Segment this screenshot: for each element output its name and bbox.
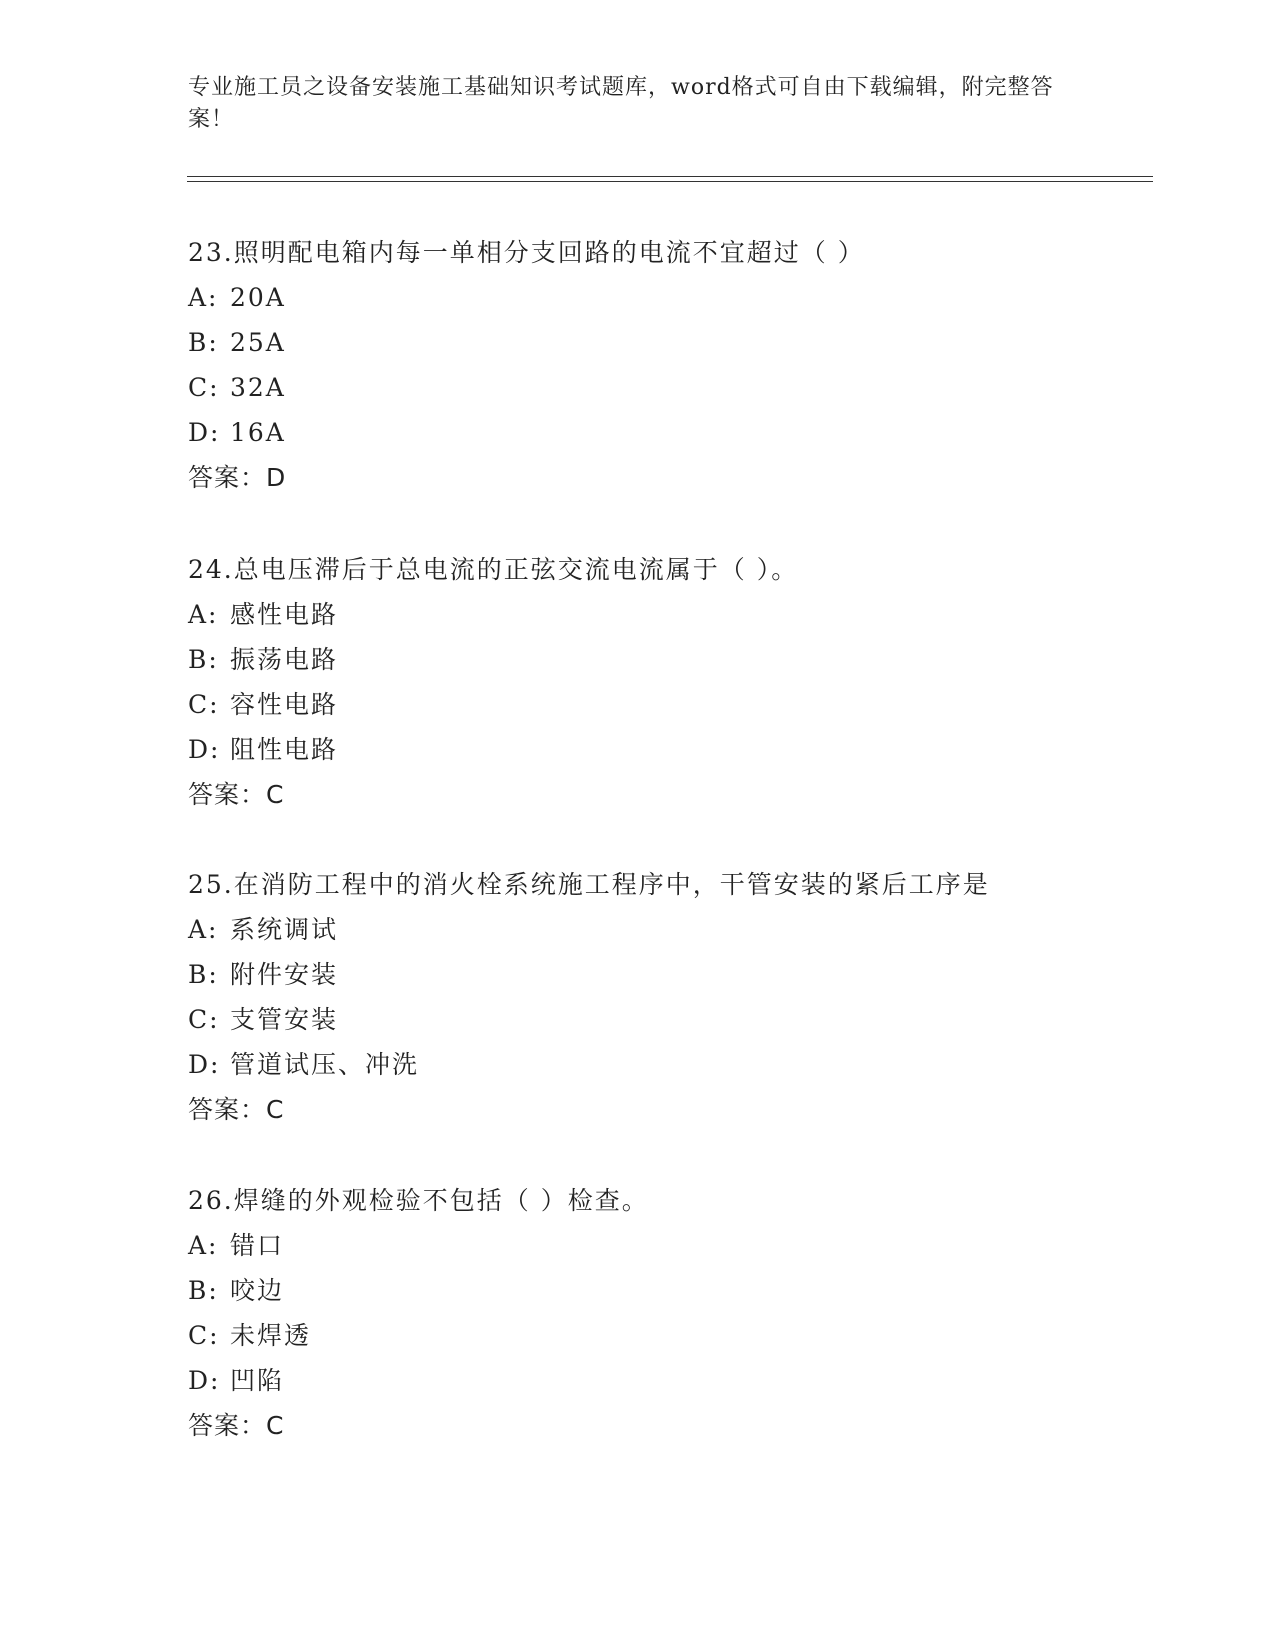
option-a bbox=[188, 1223, 1148, 1268]
option-d bbox=[188, 1042, 1148, 1087]
question-text: 24.总电压滞后于总电流的正弦交流电流属于（ ）。 bbox=[188, 555, 799, 584]
option-c bbox=[188, 682, 1148, 727]
option-value: 错口 bbox=[230, 1231, 285, 1260]
option-c bbox=[188, 997, 1148, 1042]
option-key: C: bbox=[188, 1005, 220, 1034]
option-value: 系统调试 bbox=[230, 915, 339, 944]
option-key: B: bbox=[188, 328, 219, 357]
option-value: 未焊透 bbox=[230, 1321, 312, 1350]
option-a bbox=[188, 275, 1148, 320]
answer-line: 答案：C bbox=[188, 780, 285, 809]
option-key: C: bbox=[188, 690, 220, 719]
option-key: B: bbox=[188, 645, 219, 674]
question-23 bbox=[188, 230, 1148, 500]
option-b bbox=[188, 637, 1148, 682]
option-key: A: bbox=[188, 600, 219, 629]
option-value: 振荡电路 bbox=[230, 645, 339, 674]
answer-line: 答案：C bbox=[188, 1411, 285, 1440]
option-b bbox=[188, 1268, 1148, 1313]
option-value: 凹陷 bbox=[230, 1366, 285, 1395]
document-header: 专业施工员之设备安装施工基础知识考试题库，word格式可自由下载编辑，附完整答案！ bbox=[188, 75, 1054, 132]
option-a bbox=[188, 907, 1148, 952]
option-key: C: bbox=[188, 373, 220, 402]
option-key: A: bbox=[188, 283, 219, 312]
option-key: D: bbox=[188, 1050, 221, 1079]
question-24 bbox=[188, 547, 1148, 817]
option-value: 附件安装 bbox=[230, 960, 339, 989]
question-26 bbox=[188, 1178, 1148, 1448]
question-25 bbox=[188, 862, 1148, 1132]
option-key: A: bbox=[188, 915, 219, 944]
option-value: 阻性电路 bbox=[230, 735, 339, 764]
option-key: D: bbox=[188, 735, 221, 764]
option-key: A: bbox=[188, 1231, 219, 1260]
option-value: 管道试压、冲洗 bbox=[230, 1050, 420, 1079]
question-text: 25.在消防工程中的消火栓系统施工程序中，干管安装的紧后工序是 bbox=[188, 870, 990, 899]
option-key: B: bbox=[188, 960, 219, 989]
option-d bbox=[188, 1358, 1148, 1403]
option-value: 25A bbox=[230, 328, 286, 357]
header-divider-bottom bbox=[187, 181, 1153, 182]
question-text: 23.照明配电箱内每一单相分支回路的电流不宜超过（ ） bbox=[188, 238, 865, 267]
option-d bbox=[188, 727, 1148, 772]
option-value: 咬边 bbox=[230, 1276, 285, 1305]
answer-line: 答案：C bbox=[188, 1095, 285, 1124]
option-c bbox=[188, 365, 1148, 410]
option-value: 16A bbox=[230, 418, 286, 447]
option-value: 感性电路 bbox=[230, 600, 339, 629]
option-key: B: bbox=[188, 1276, 219, 1305]
option-b bbox=[188, 952, 1148, 997]
option-value: 支管安装 bbox=[230, 1005, 339, 1034]
option-a bbox=[188, 592, 1148, 637]
option-d bbox=[188, 410, 1148, 455]
option-value: 20A bbox=[230, 283, 286, 312]
option-b bbox=[188, 320, 1148, 365]
question-text: 26.焊缝的外观检验不包括（ ）检查。 bbox=[188, 1186, 649, 1215]
option-key: D: bbox=[188, 1366, 221, 1395]
header-divider-top bbox=[187, 176, 1153, 177]
option-value: 容性电路 bbox=[230, 690, 339, 719]
option-key: D: bbox=[188, 418, 221, 447]
option-c bbox=[188, 1313, 1148, 1358]
answer-line: 答案：D bbox=[188, 463, 287, 492]
option-key: C: bbox=[188, 1321, 220, 1350]
option-value: 32A bbox=[230, 373, 286, 402]
